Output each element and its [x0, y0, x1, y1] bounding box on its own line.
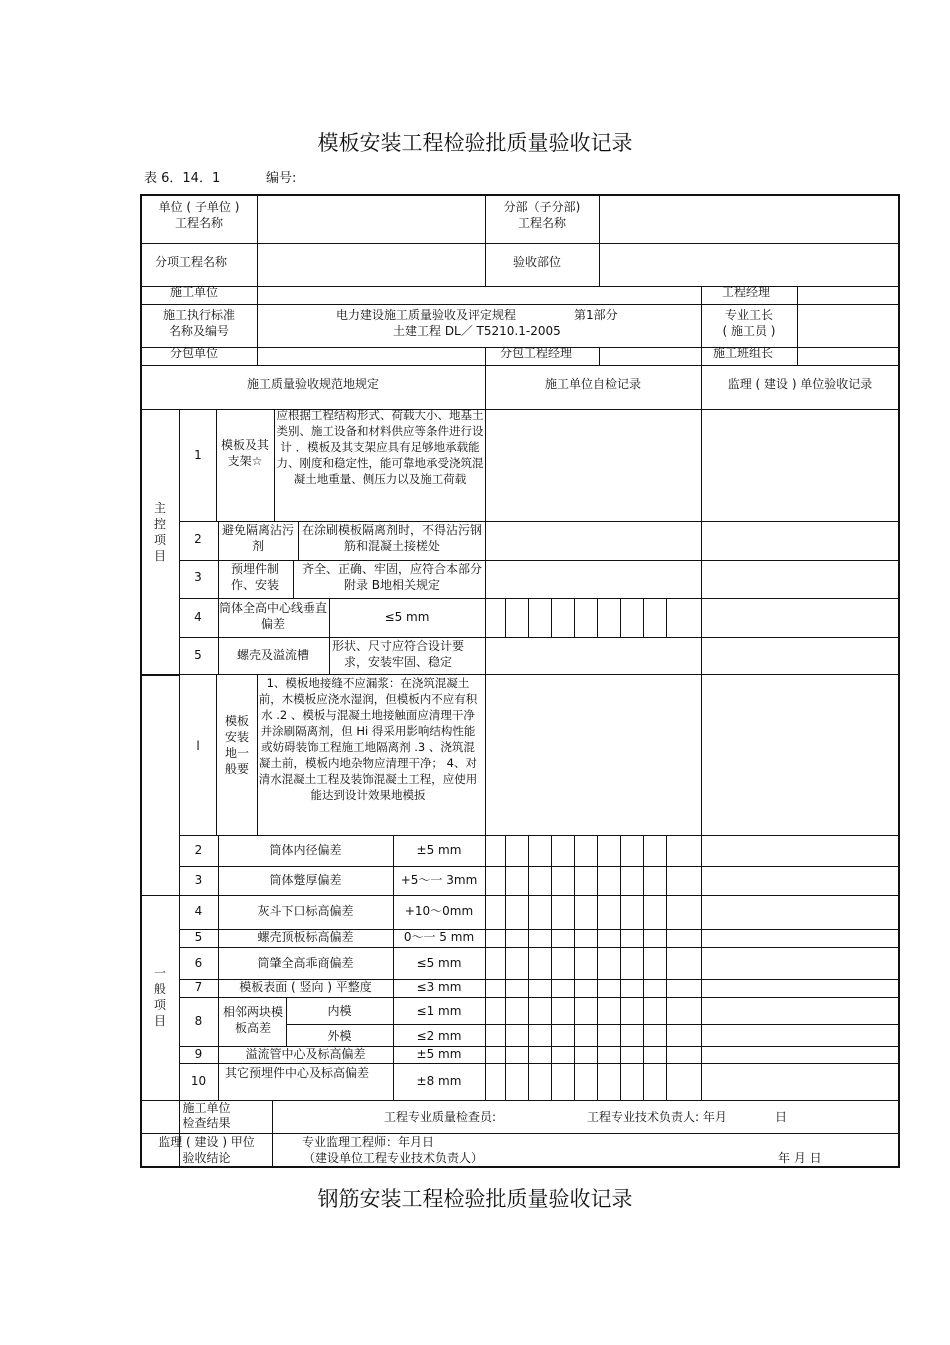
team-leader-label: 施工班组长: [713, 346, 774, 360]
standard-label: 施工执行标准: [162, 308, 235, 322]
item-number: l: [196, 739, 200, 753]
item-name: 筒体全高中心线垂直偏差: [219, 601, 328, 631]
item-name: 螺壳顶板标高偏差: [257, 930, 354, 944]
spec-column-header: 施工质量验收规范地规定: [246, 377, 379, 391]
quality-inspector-label: 工程专业质量检查员:: [384, 1110, 497, 1124]
item-tolerance: +5～一 3mm: [400, 873, 478, 887]
item-number: 4: [194, 610, 202, 624]
grid-line: [179, 1063, 899, 1064]
grid-line: [505, 598, 506, 637]
owner-tech-lead-label: （建设单位工程专业技术负责人）: [303, 1151, 484, 1165]
item-requirement: 在涂刷模板隔离剂时，不得沾污钢筋和混凝土接槎处: [301, 523, 482, 553]
item-name: 筒体内径偏差: [269, 843, 342, 857]
grid-line: [274, 409, 275, 522]
item-name: 筒体蹩厚偏差: [269, 873, 342, 887]
item-number: 8: [194, 1014, 203, 1028]
grid-line: [141, 304, 899, 305]
item-number: 5: [194, 930, 203, 944]
grid-line: [505, 835, 506, 1101]
grid-line: [620, 598, 621, 637]
item-name: 筒肇全高乖商偏差: [257, 956, 354, 970]
item-number: 1: [194, 448, 202, 462]
grid-line: [179, 947, 899, 948]
item-number: 5: [194, 648, 202, 662]
grid-line: [701, 365, 702, 835]
grid-line: [141, 409, 899, 410]
item-tolerance: ±5 mm: [416, 843, 462, 857]
supervision-conclusion-label-2: 验收结论: [182, 1151, 231, 1165]
item-name: 模板表面 ( 竖向 ) 平整度: [239, 980, 372, 994]
supervision-column-header: 监理 ( 建设 ) 单位验收记录: [727, 377, 873, 391]
item-name: 预埋件制作、安装: [230, 562, 279, 592]
item-name: 避免隔离沾污剂: [221, 523, 294, 553]
grid-line: [574, 598, 575, 637]
supervision-conclusion-label: 监理 ( 建设 ) 甲位: [158, 1135, 255, 1149]
date-label: 年 月 日: [778, 1151, 822, 1165]
grid-line: [643, 598, 644, 637]
grid-line: [599, 195, 600, 287]
grid-line: [599, 347, 600, 366]
day-label: 日: [775, 1110, 788, 1124]
standard-value-part: 第1部分: [574, 308, 618, 322]
item-name: 模板安装地一般要: [224, 714, 249, 776]
item-number: 6: [194, 956, 203, 970]
item-name: 溢流管中心及标高偏差: [245, 1047, 366, 1061]
standard-label-2: 名称及编号: [168, 324, 229, 338]
grid-line: [293, 560, 294, 598]
foreman-label: 专业工长: [724, 308, 773, 322]
item-name: 模板及其支架☆: [220, 438, 269, 468]
item-requirement: 形状、尺寸应符合设计要求，安装牢固、稳定: [331, 639, 464, 669]
page-title: 模板安装工程检验批质量验收记录: [317, 131, 633, 155]
grid-line: [141, 895, 899, 896]
grid-line: [141, 675, 179, 676]
item-tolerance: ±5 mm: [416, 1047, 462, 1061]
acceptance-part-label: 验收部位: [513, 255, 562, 269]
item-tolerance: 0～一 5 mm: [403, 930, 475, 944]
item-name: 相邻两块模板高差: [222, 1005, 283, 1035]
grid-line: [257, 195, 258, 365]
foreman-label-2: ( 施工员 ): [722, 324, 776, 338]
grid-line: [485, 365, 486, 835]
grid-line: [574, 835, 575, 1101]
construction-unit-label: 施工单位: [170, 285, 219, 299]
supervision-engineer-label: 专业监理工程师：年月日: [302, 1135, 435, 1149]
item-requirement: 齐全、正确、牢固，应符合本部分附录 B地相关规定: [301, 562, 482, 592]
item-tolerance: +10～0mm: [404, 904, 474, 918]
item-number: 2: [194, 843, 203, 857]
grid-line: [141, 674, 899, 675]
serial-number-label: 编号:: [266, 171, 297, 186]
grid-line: [141, 286, 899, 287]
item-tolerance: ≤3 mm: [416, 980, 462, 994]
grid-line: [179, 866, 899, 867]
grid-line: [528, 835, 529, 1101]
grid-line: [179, 637, 899, 638]
grid-line: [551, 835, 552, 1101]
part-name-label: 分部（子分部): [503, 200, 581, 214]
item-number: 3: [194, 570, 202, 584]
check-result-label: 施工单位: [182, 1101, 231, 1115]
item-number: 9: [194, 1047, 203, 1061]
grid-line: [597, 835, 598, 1101]
grid-line: [620, 835, 621, 1101]
grid-line: [597, 598, 598, 637]
grid-line: [643, 835, 644, 1101]
item-name: 螺壳及溢流槽: [236, 648, 309, 662]
standard-value-2: 土建工程 DL／ T5210.1-2005: [393, 324, 561, 338]
grid-line: [528, 598, 529, 637]
item-number: 3: [194, 873, 203, 887]
grid-line: [797, 286, 798, 366]
table-number: 表 6．14．1: [144, 171, 221, 186]
self-check-column-header: 施工单位自检记录: [544, 377, 641, 391]
grid-line: [666, 598, 667, 637]
grid-line: [179, 835, 899, 836]
sub-item-name-label: 分项工程名称: [155, 255, 228, 269]
item-name: 灰斗下口标高偏差: [257, 904, 354, 918]
item-requirement: 1、模板地接缝不应漏浆：在浇筑混凝土前，木模板应浇水湿润，但模板内不应有积水 .2 、模板与混凝土地接触面应清理干净并涂刷隔离剂，但 Hi 得采用影响结构性能或妨碍装饰工程施工地隔离剂 .3 、浇筑混凝土前，模板内地杂物应清理干净； 4、对清水混凝土工程及装饰混凝土工程，应使用能达到设计效果地模扳: [258, 676, 478, 802]
inner-mold-tolerance: ≤1 mm: [416, 1004, 462, 1018]
item-number: 7: [194, 980, 203, 994]
inner-mold-label: 内模: [327, 1004, 352, 1018]
project-manager-label: 工程经理: [722, 285, 771, 299]
subcontractor-label: 分包单位: [170, 346, 219, 360]
grid-line: [179, 598, 899, 599]
general-items-label: 一 般 项 目: [153, 966, 166, 1028]
unit-name-label: 单位 ( 子单位 ): [158, 200, 240, 214]
grid-line: [298, 521, 299, 560]
unit-name-label-2: 工程名称: [174, 216, 223, 230]
grid-line: [666, 835, 667, 1101]
item-tolerance: ±8 mm: [416, 1074, 462, 1088]
outer-mold-tolerance: ≤2 mm: [416, 1029, 462, 1043]
grid-line: [141, 243, 899, 244]
tech-lead-label: 工程专业技术负责人: 年月: [587, 1110, 727, 1124]
grid-line: [701, 835, 702, 1101]
check-result-label-2: 检查结果: [182, 1116, 231, 1130]
grid-line: [216, 409, 217, 522]
item-number: 2: [194, 532, 202, 546]
grid-line: [141, 1133, 899, 1134]
grid-line: [179, 997, 899, 998]
sub-manager-label: 分包工程经理: [500, 346, 573, 360]
grid-line: [286, 1024, 899, 1025]
next-section-title: 钢筋安装工程检验批质量验收记录: [317, 1187, 633, 1211]
grid-line: [216, 675, 217, 835]
grid-line: [485, 835, 486, 1101]
grid-line: [141, 365, 899, 366]
outer-mold-label: 外模: [327, 1029, 352, 1043]
main-control-label: 主 控 项 目: [153, 501, 166, 563]
item-requirement: ≤5 mm: [384, 610, 430, 624]
item-number: 4: [194, 904, 203, 918]
standard-value-1: 电力建设施工质量验收及评定规程: [336, 308, 517, 322]
grid-line: [551, 598, 552, 637]
grid-line: [272, 1100, 273, 1167]
item-number: 10: [190, 1074, 207, 1088]
item-name: 其它预埋件中心及标高偏差: [224, 1066, 369, 1080]
item-requirement: 应根据工程结构形式、荷载大小、地基土类别、施工设备和材料供应等条件进行设计 ．模板及其支架应具有足够地承载能力、刚度和稳定性，能可靠地承受浇筑混凝土地重量、侧压力以及施工荷载: [276, 408, 484, 486]
item-tolerance: ≤5 mm: [416, 956, 462, 970]
grid-line: [485, 347, 486, 366]
part-name-label-2: 工程名称: [517, 216, 566, 230]
